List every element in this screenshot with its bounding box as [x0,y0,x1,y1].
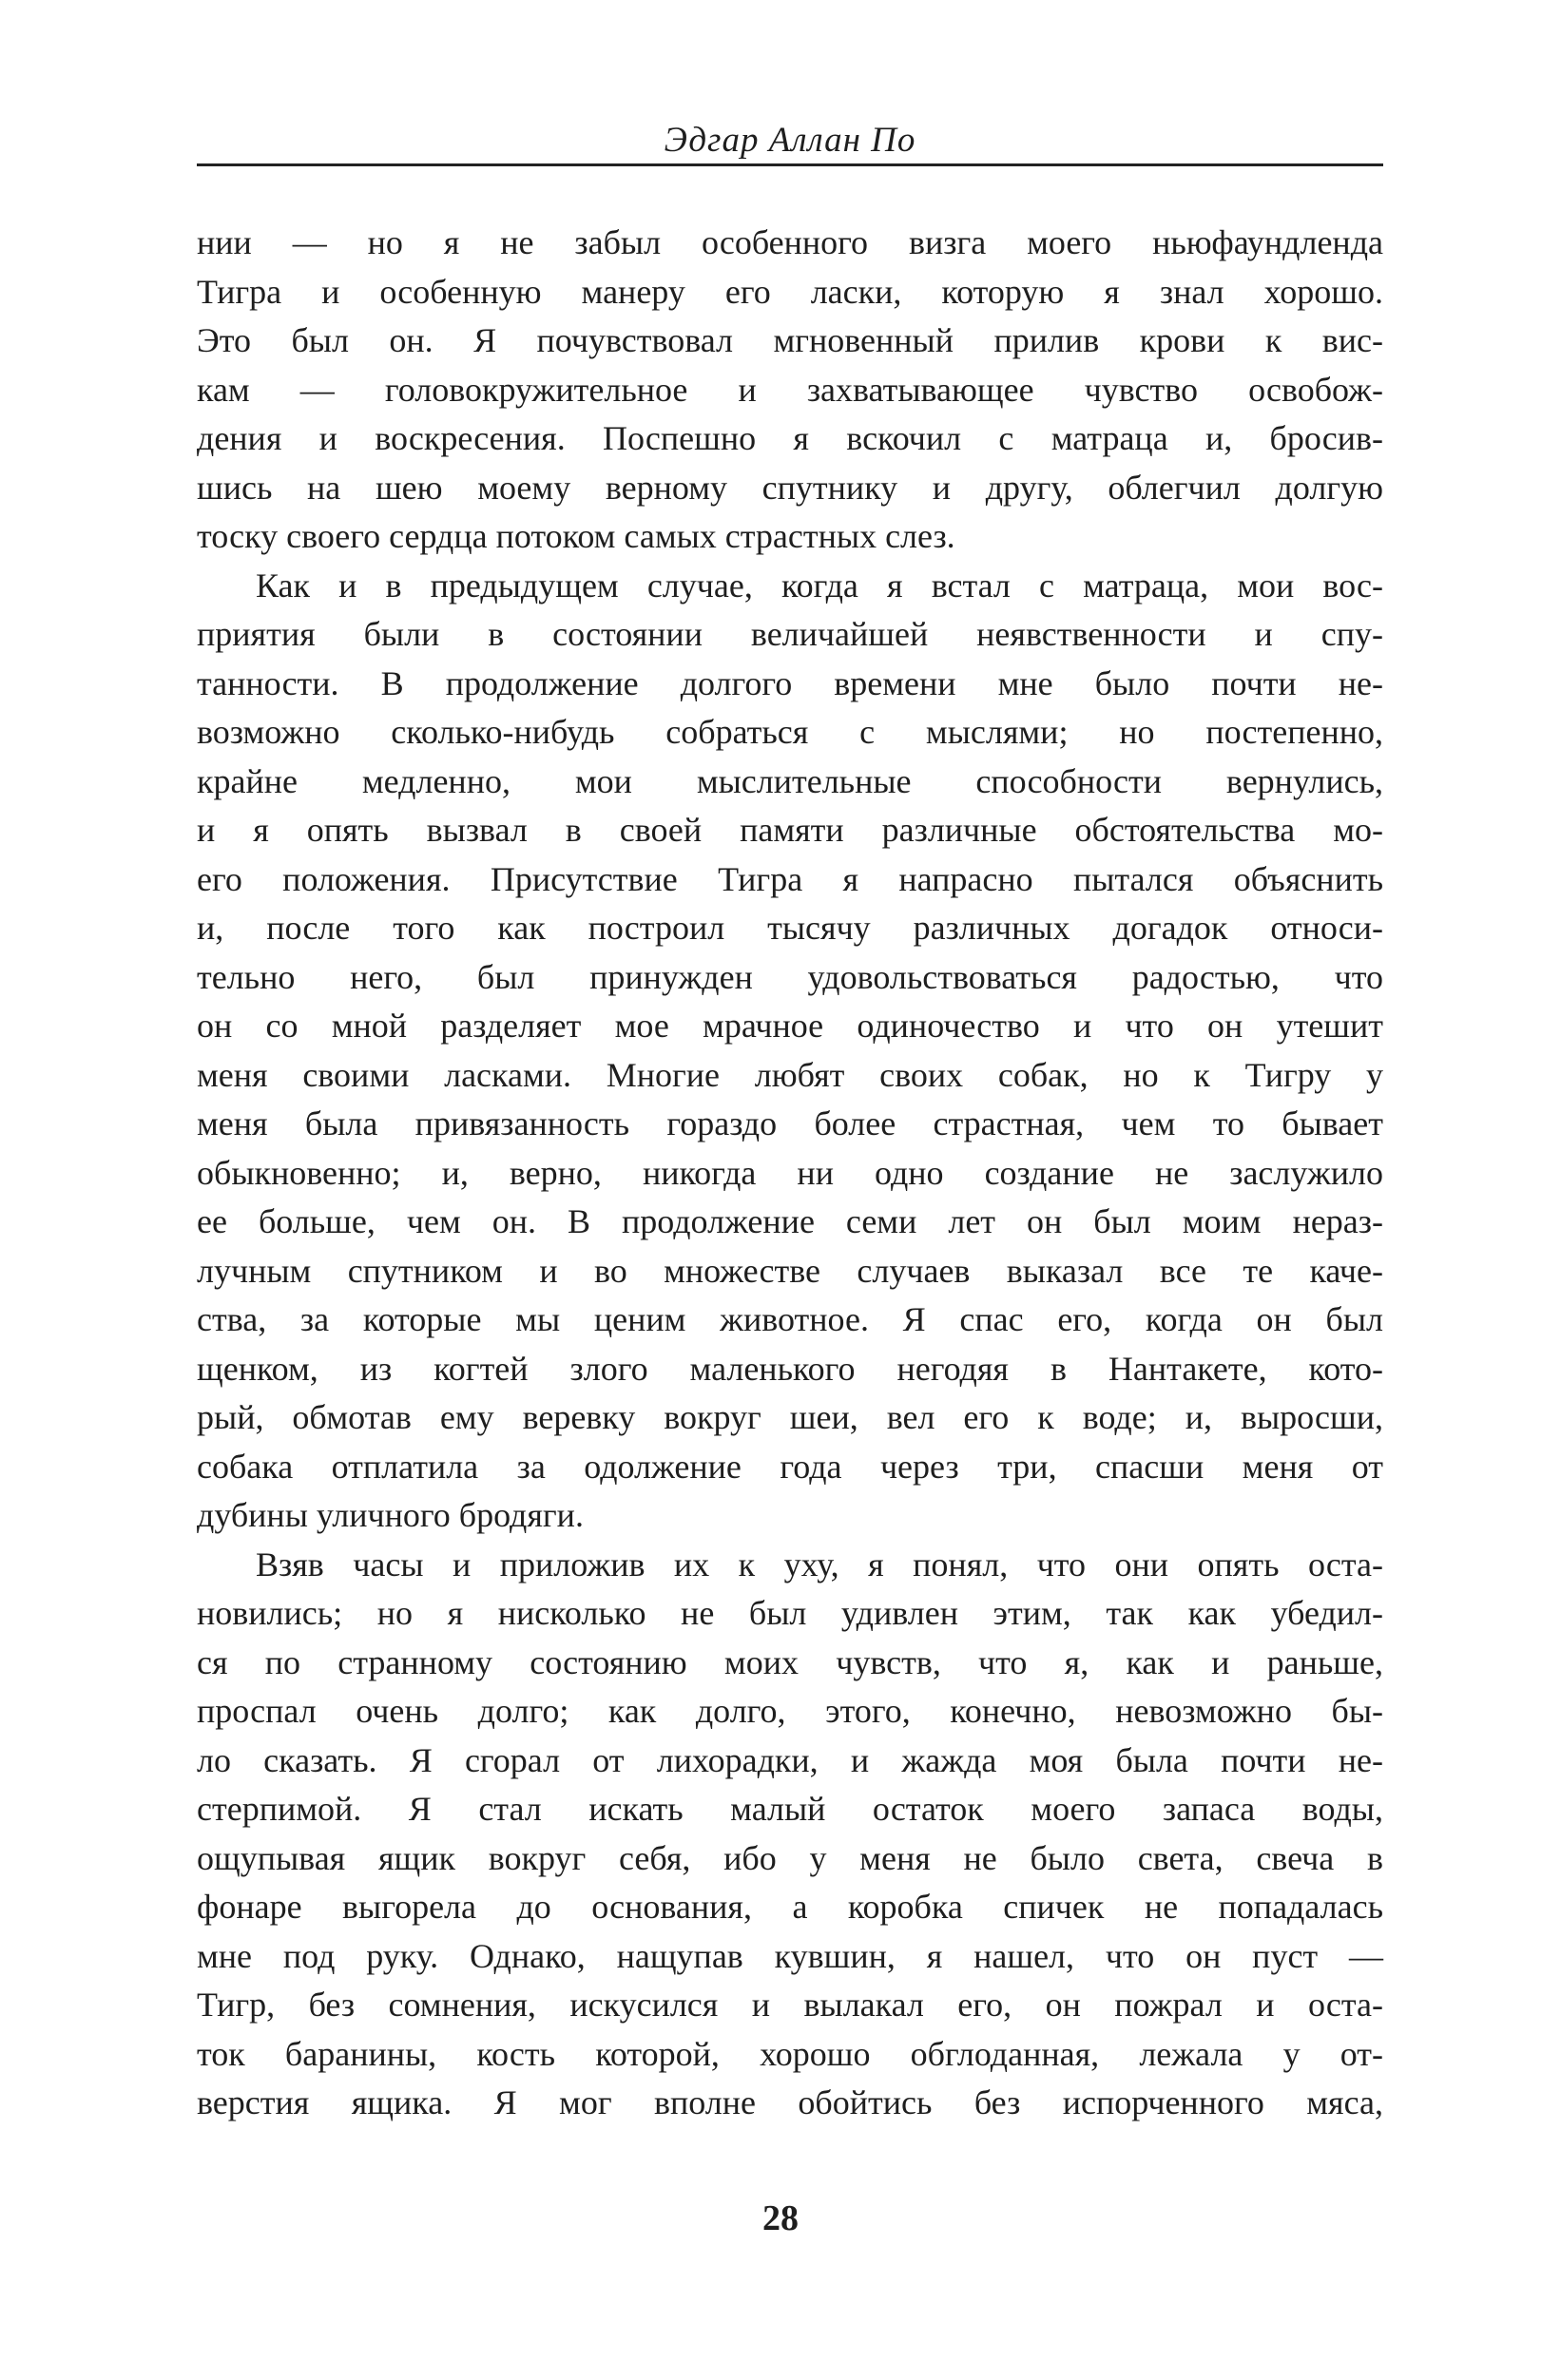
text-line: мне под руку. Однако, нащупав кувшин, я нашел, что он пуст — [197,1936,1383,1975]
text-line: он со мной разделяет мое мрачное одиночество и что он утешит [197,1007,1383,1045]
text-line: ток баранины, кость которой, хорошо обглоданная, лежала у от- [197,2034,1383,2073]
text-line: проспал очень долго; как долго, этого, конечно, невозможно бы- [197,1692,1383,1730]
text-line: ее больше, чем он. В продолжение семи лет он был моим нераз- [197,1202,1383,1240]
text-line: и, после того как построил тысячу различных догадок относи- [197,909,1383,947]
text-line: щенком, из когтей злого маленького негодяя в Нантакете, кото- [197,1349,1383,1388]
running-header [197,116,1383,166]
text-line: рый, обмотав ему веревку вокруг шеи, вел его к воде; и, выросши, [197,1398,1383,1436]
text-line: обыкновенно; и, верно, никогда ни одно создание не заслужило [197,1153,1383,1192]
text-line: возможно сколько-нибудь собраться с мыслями; но постепенно, [197,713,1383,751]
text-line: ощупывая ящик вокруг себя, ибо у меня не было света, свеча в [197,1838,1383,1877]
text-line: ло сказать. Я сгорал от лихорадки, и жажда моя была почти не- [197,1740,1383,1779]
text-line: ства, за которые мы ценим животное. Я спас его, когда он был [197,1300,1383,1338]
text-line: дения и воскресения. Поспешно я вскочил с матраца и, бросив- [197,419,1383,457]
text-line: и я опять вызвал в своей памяти различные обстоятельства мо- [197,811,1383,849]
text-line: приятия были в состоянии величайшей неявственности и спу- [197,615,1383,653]
text-line: Как и в предыдущем случае, когда я встал с матраца, мои вос- [256,566,1383,605]
text-line: меня своими ласками. Многие любят своих собак, но к Тигру у [197,1055,1383,1094]
body-text [197,219,1383,2128]
text-line: нии — но я не забыл особенного визга моего ньюфаундленда [197,223,1383,261]
paragraph [197,562,1383,1541]
text-line: тоску своего сердца потоком самых страстных слез. [197,517,955,555]
text-line: Тигр, без сомнения, искусился и вылакал его, он пожрал и оста- [197,1986,1383,2024]
text-line: Взяв часы и приложив их к уху, я понял, что они опять оста- [256,1545,1383,1583]
text-line: его положения. Присутствие Тигра я напрасно пытался объяснить [197,859,1383,898]
text-line: собака отплатила за одолжение года через три, спасши меня от [197,1447,1383,1486]
text-line: шись на шею моему верному спутнику и другу, облегчил долгую [197,468,1383,507]
text-line: дубины уличного бродяги. [197,1496,584,1534]
page-number: 28 [762,2198,799,2238]
text-line: новились; но я нисколько не был удивлен этим, так как убедил- [197,1594,1383,1632]
text-line: Это был он. Я почувствовал мгновенный прилив крови к вис- [197,321,1383,359]
paragraph [197,1541,1383,2128]
paragraph [197,219,1383,562]
text-line: фонаре выгорела до основания, а коробка спичек не попадалась [197,1888,1383,1926]
text-line: Тигра и особенную манеру его ласки, которую я знал хорошо. [197,272,1383,311]
text-line: лучным спутником и во множестве случаев выказал все те каче- [197,1251,1383,1290]
text-line: меня была привязанность гораздо более страстная, чем то бывает [197,1104,1383,1142]
text-line: ся по странному состоянию моих чувств, что я, как и раньше, [197,1642,1383,1681]
text-line: верстия ящика. Я мог вполне обойтись без испорченного мяса, [197,2083,1383,2121]
text-line: стерпимой. Я стал искать малый остаток моего запаса воды, [197,1790,1383,1828]
text-line: тельно него, был принужден удовольствоваться радостью, что [197,957,1383,996]
text-line: крайне медленно, мои мыслительные способности вернулись, [197,761,1383,800]
text-line: танности. В продолжение долгого времени мне было почти не- [197,663,1383,702]
text-line: кам — головокружительное и захватывающее чувство освобож- [197,370,1383,409]
running-title: Эдгар Аллан По [664,121,916,160]
